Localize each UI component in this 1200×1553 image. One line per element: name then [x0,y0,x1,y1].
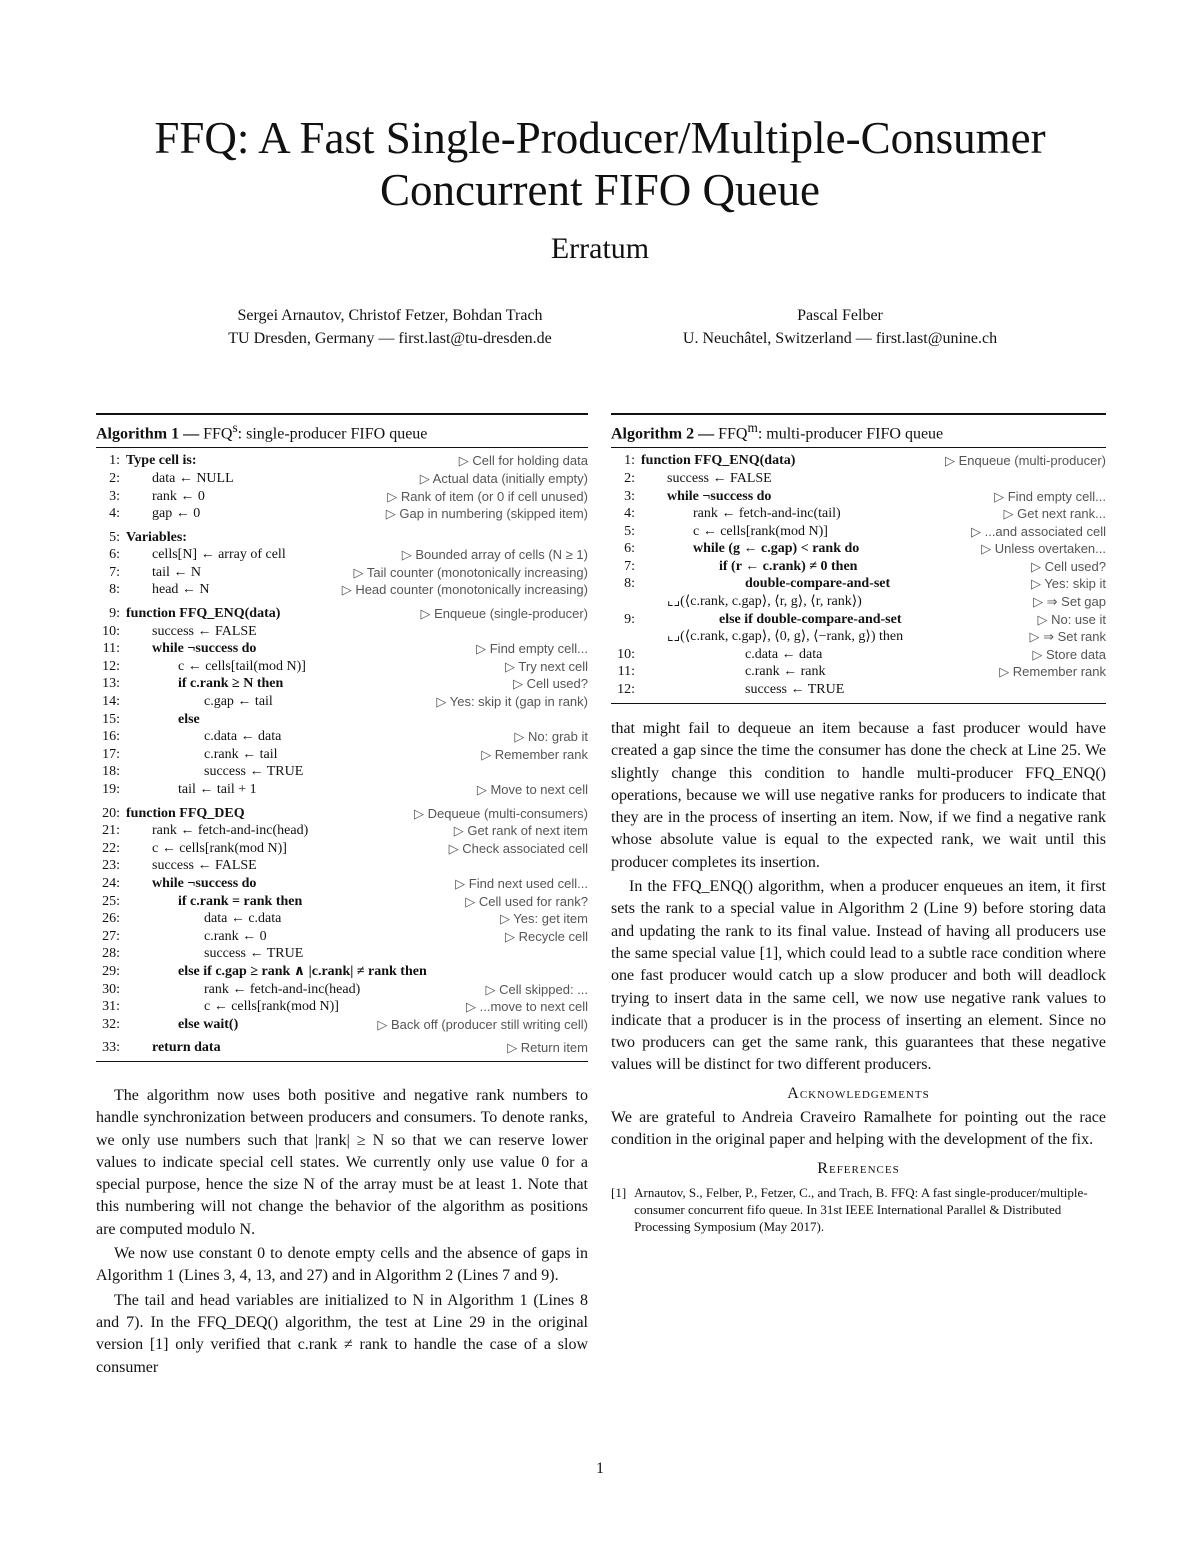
code-text: else [178,711,200,727]
line-comment: ▷ Enqueue (multi-producer) [944,453,1106,469]
line-number: 16: [102,729,120,745]
line-number: 8: [624,576,635,592]
algorithm-line [96,470,588,488]
line-comment: ▷ Dequeue (multi-consumers) [413,805,588,821]
title-line-2: Concurrent FIFO Queue [380,165,820,215]
algorithm-line [96,981,588,999]
algorithm-line [96,452,588,470]
code-text: tail ← N [152,564,201,580]
algorithm-label: Algorithm 2 — [611,425,715,443]
algorithm-sup: m [747,420,758,435]
algorithm-line [96,675,588,693]
line-number: 12: [617,682,635,698]
line-number: 4: [109,506,120,522]
algorithm-line [96,640,588,658]
code-text: gap ← 0 [152,506,201,522]
body-paragraph: We now use constant 0 to denote empty cells and the absence of gaps in Algorithm 1 (Lines 3, 4, 13, and 27) and in Algorithm 2 (Lines 7 and 9). [96,1245,588,1285]
line-number: 27: [102,928,120,944]
code-text: c.gap ← tail [204,694,273,710]
algorithm-line [96,728,588,746]
line-comment: ▷ Actual data (initially empty) [419,470,588,486]
line-number: 25: [102,893,120,909]
algorithm-line [96,998,588,1016]
code-text: c ← cells[tail(mod N)] [178,658,306,674]
algorithm-line [96,763,588,781]
code-text: while ¬success do [667,488,772,504]
author-block-1 [150,304,630,350]
algorithm-line [96,546,588,564]
line-comment: ▷ Unless overtaken... [981,541,1106,557]
body-paragraph: The algorithm now uses both positive and negative rank numbers to handle synchronization between producers and consumers. To denote ranks, we only use numbers such that |rank| ≥ N so that we can reserve lower values to indicate special cell states. We currently only use value 0 for a special purpose, hence the size N of the array must be at least 1. Note that this numbering will not change the behavior of the algorithm as positions are computed modulo N. [96,1087,588,1238]
line-number: 5: [109,529,120,545]
line-number: 17: [102,746,120,762]
code-text: c ← cells[rank(mod N)] [152,840,287,856]
line-number: 5: [624,523,635,539]
code-text: success ← TRUE [204,764,304,780]
code-text: c.data ← data [745,646,823,662]
line-comment: ▷ Find next used cell... [455,875,588,891]
algorithm-1 [96,413,588,1062]
line-number: 30: [102,981,120,997]
line-number: 13: [102,676,120,692]
line-comment: ▷ Recycle cell [505,928,588,944]
line-comment: ▷ Back off (producer still writing cell) [377,1016,588,1032]
line-comment: ▷ Cell used? [512,676,588,692]
line-comment: ▷ Enqueue (single-producer) [420,606,588,622]
paper-subtitle: Erratum [550,232,650,265]
line-comment: ▷ Try next cell [505,658,588,674]
code-text: c.rank ← rank [745,664,826,680]
code-text: data ← NULL [152,470,234,486]
line-number: 11: [102,641,120,657]
code-text: cells[N] ← array of cell [152,547,286,563]
line-number: 2: [624,470,635,486]
author-affiliation: U. Neuchâtel, Switzerland — first.last@unine.ch [682,330,998,347]
code-text: tail ← tail + 1 [178,782,257,798]
code-text: function FFQ_ENQ(data) [126,606,281,622]
algorithm-line [96,711,588,729]
code-text: else wait() [178,1016,239,1032]
algorithm-line [611,593,1106,611]
algorithm-line [96,840,588,858]
line-comment: ▷ Yes: skip it [1030,576,1106,592]
algorithm-line [96,564,588,582]
line-number: 7: [109,564,120,580]
line-number: 22: [102,840,120,856]
paper-title [0,112,1200,216]
code-text: c ← cells[rank(mod N)] [693,523,828,539]
body-paragraph: The tail and head variables are initialized to N in Algorithm 1 (Lines 8 and 7). In the FFQ_DEQ() algorithm, the test at Line 29 in the original version [1] only verified that c.rank ≠ rank to handle the case of a slow consumer [96,1291,588,1376]
code-text: else if double-compare-and-set [719,611,902,627]
code-text: rank ← fetch-and-inc(head) [204,981,361,997]
code-text: return data [152,1040,221,1056]
algorithm-line [96,746,588,764]
code-text: rank ← fetch-and-inc(tail) [693,506,841,522]
algorithm-line [96,505,588,523]
code-text: c.rank ← tail [204,746,278,762]
line-number: 24: [102,875,120,891]
algorithm-line [611,663,1106,681]
body-column-left [96,1085,588,1379]
line-number: 32: [102,1016,120,1032]
algorithm-line [96,805,588,823]
algorithm-lines [96,448,588,1061]
code-text: success ← FALSE [152,623,257,639]
references-heading: References [817,1159,900,1177]
algorithm-line [611,470,1106,488]
line-number: 15: [102,711,120,727]
line-number: 12: [102,658,120,674]
reference-number: [1] [611,1184,627,1200]
code-text: else if c.gap ≥ rank ∧ |c.rank| ≠ rank then [178,963,427,979]
algorithm-line [96,658,588,676]
line-number: 1: [109,453,120,469]
algorithm-name: FFQ [718,425,748,443]
line-number: 31: [102,999,120,1015]
line-comment: ▷ Cell skipped: ... [485,981,588,997]
line-comment: ▷ Check associated cell [448,840,588,856]
reference-item [611,1184,1106,1235]
code-text: data ← c.data [204,911,282,927]
line-number: 28: [102,946,120,962]
line-number: 10: [617,646,635,662]
code-text: ⌞⌟(⟨c.rank, c.gap⟩, ⟨0, g⟩, ⟨−rank, g⟩) then [667,629,904,645]
line-comment: ▷ ⇒ Set gap [1033,594,1106,610]
algorithm-line [96,581,588,599]
code-text: if c.rank ≥ N then [178,676,284,692]
line-number: 23: [102,858,120,874]
line-comment: ▷ No: use it [1037,611,1106,627]
algorithm-desc: : single-producer FIFO queue [237,425,428,443]
line-number: 6: [624,541,635,557]
line-number: 2: [109,470,120,486]
algorithm-line [96,693,588,711]
line-number: 3: [624,488,635,504]
algorithm-label: Algorithm 1 — [96,425,200,443]
code-text: success ← FALSE [667,470,772,486]
line-number: 8: [109,582,120,598]
line-number: 1: [624,453,635,469]
code-text: while ¬success do [152,875,257,891]
line-comment: ▷ Get rank of next item [453,823,588,839]
code-text: Variables: [126,529,187,545]
code-text: c ← cells[rank(mod N)] [204,999,339,1015]
line-comment: ▷ Store data [1032,646,1106,662]
algorithm-line [96,623,588,641]
line-comment: ▷ Cell for holding data [458,453,588,469]
line-number: 11: [617,664,635,680]
author-block-2 [620,304,1060,350]
code-text: ⌞⌟(⟨c.rank, c.gap⟩, ⟨r, g⟩, ⟨r, rank⟩) [667,594,862,610]
algorithm-line [611,505,1106,523]
code-text: success ← TRUE [745,682,845,698]
author-names: Pascal Felber [797,307,883,324]
algorithm-name: FFQ [203,425,233,443]
line-comment: ▷ Find empty cell... [994,488,1106,504]
code-text: c.rank ← 0 [204,928,267,944]
algorithm-caption [611,415,1106,448]
ack-text: We are grateful to Andreia Craveiro Ramalhete for pointing out the race condition in the original paper and helping with the development of the fix. [611,1109,1106,1149]
algorithm-line [611,646,1106,664]
line-number: 9: [109,606,120,622]
code-text: if (r ← c.rank) ≠ 0 then [719,558,858,574]
body-column-right [611,718,1106,1235]
line-number: 20: [102,805,120,821]
line-comment: ▷ Find empty cell... [476,641,588,657]
code-text: rank ← 0 [152,488,205,504]
algorithm-line [611,628,1106,646]
algorithm-line [96,945,588,963]
line-number: 33: [102,1040,120,1056]
algorithm-line [96,1039,588,1057]
line-number: 14: [102,694,120,710]
algorithm-line [611,523,1106,541]
algorithm-line [96,1016,588,1034]
algorithm-line [96,822,588,840]
line-comment: ▷ Gap in numbering (skipped item) [385,506,588,522]
algorithm-line [96,529,588,547]
algorithm-desc: : multi-producer FIFO queue [757,425,944,443]
line-comment: ▷ Remember rank [481,746,588,762]
algorithm-lines [611,448,1106,702]
line-number: 18: [102,764,120,780]
algorithm-line [96,928,588,946]
algorithm-line [611,540,1106,558]
line-comment: ▷ Get next rank... [1003,506,1106,522]
line-comment: ▷ ...and associated cell [970,523,1106,539]
title-line-1: FFQ: A Fast Single-Producer/Multiple-Consumer [154,113,1046,163]
algorithm-line [96,605,588,623]
code-text: while ¬success do [152,641,257,657]
algorithm-line [96,857,588,875]
line-comment: ▷ Yes: skip it (gap in rank) [436,694,588,710]
algorithm-line [96,488,588,506]
line-number: 10: [102,623,120,639]
algorithm-line [611,575,1106,593]
line-number: 7: [624,558,635,574]
algorithm-caption [96,415,588,448]
code-text: success ← FALSE [152,858,257,874]
body-paragraph: In the FFQ_ENQ() algorithm, when a producer enqueues an item, it first sets the rank to a special value in Algorithm 2 (Line 9) before storing data and updating the rank to its final value. Instead of having all producers use the same special value [1], which could lead to a subtle race condition where one fast producer would catch up a slow producer and both will deadlock trying to insert data in the same cell, we now use negative rank values to indicate that a producer is in the process of inserting an element. Since no two producers can get the same rank, this guarantees that these negative values will be distinct for two different producers. [611,878,1106,1074]
algorithm-line [96,893,588,911]
code-text: double-compare-and-set [745,576,891,592]
line-comment: ▷ Move to next cell [476,782,588,798]
line-comment: ▷ Rank of item (or 0 if cell unused) [387,488,588,504]
code-text: while (g ← c.gap) < rank do [693,541,860,557]
line-comment: ▷ ⇒ Set rank [1029,629,1106,645]
line-comment: ▷ Cell used for rank? [465,893,588,909]
algorithm-line [611,558,1106,576]
code-text: function FFQ_ENQ(data) [641,453,796,469]
page-number: 1 [596,1460,604,1477]
code-text: rank ← fetch-and-inc(head) [152,823,309,839]
body-paragraph: that might fail to dequeue an item because a fast producer would have created a gap since the time the consumer has done the check at Line 25. We slightly change this condition to handle multi-producer FFQ_ENQ() operations, because we will use negative ranks for producers to indicate that they are in the process of inserting an item. Now, if we find a negative rank whose absolute value is equal to the expected rank, we wait until this producer completes its insertion. [611,720,1106,871]
algorithm-line [96,875,588,893]
algorithm-line [611,611,1106,629]
algorithm-sup: s [232,420,238,435]
line-comment: ▷ Bounded array of cells (N ≥ 1) [401,547,588,563]
line-number: 21: [102,823,120,839]
algorithm-line [96,910,588,928]
code-text: success ← TRUE [204,946,304,962]
line-number: 26: [102,911,120,927]
algorithm-2 [611,413,1106,704]
line-comment: ▷ Cell used? [1030,558,1106,574]
ack-heading: Acknowledgements [787,1084,930,1102]
line-comment: ▷ Yes: get item [499,911,588,927]
code-text: Type cell is: [126,453,197,469]
line-number: 29: [102,963,120,979]
algorithm-line [611,488,1106,506]
algorithm-line [611,452,1106,470]
line-comment: ▷ No: grab it [514,729,588,745]
code-text: if c.rank = rank then [178,893,303,909]
line-comment: ▷ Remember rank [999,664,1106,680]
line-comment: ▷ Return item [507,1040,588,1056]
line-number: 19: [102,782,120,798]
author-names: Sergei Arnautov, Christof Fetzer, Bohdan Trach [237,307,543,324]
code-text: c.data ← data [204,729,282,745]
line-number: 9: [624,611,635,627]
line-number: 4: [624,506,635,522]
code-text: head ← N [152,582,210,598]
code-text: function FFQ_DEQ [126,805,245,821]
line-number: 6: [109,547,120,563]
author-affiliation: TU Dresden, Germany — first.last@tu-dresden.de [228,330,552,347]
algorithm-line [611,681,1106,699]
algorithm-line [96,963,588,981]
reference-text: Arnautov, S., Felber, P., Fetzer, C., and Trach, B. FFQ: A fast single-producer/multiple-consumer concurrent fifo queue. In 31st IEEE International Parallel & Distributed Processing Symposium (May 2017). [634,1184,1088,1234]
line-comment: ▷ Head counter (monotonically increasing) [341,582,588,598]
line-number: 3: [109,488,120,504]
line-comment: ▷ ...move to next cell [466,999,588,1015]
line-comment: ▷ Tail counter (monotonically increasing) [353,564,588,580]
algorithm-line [96,781,588,799]
